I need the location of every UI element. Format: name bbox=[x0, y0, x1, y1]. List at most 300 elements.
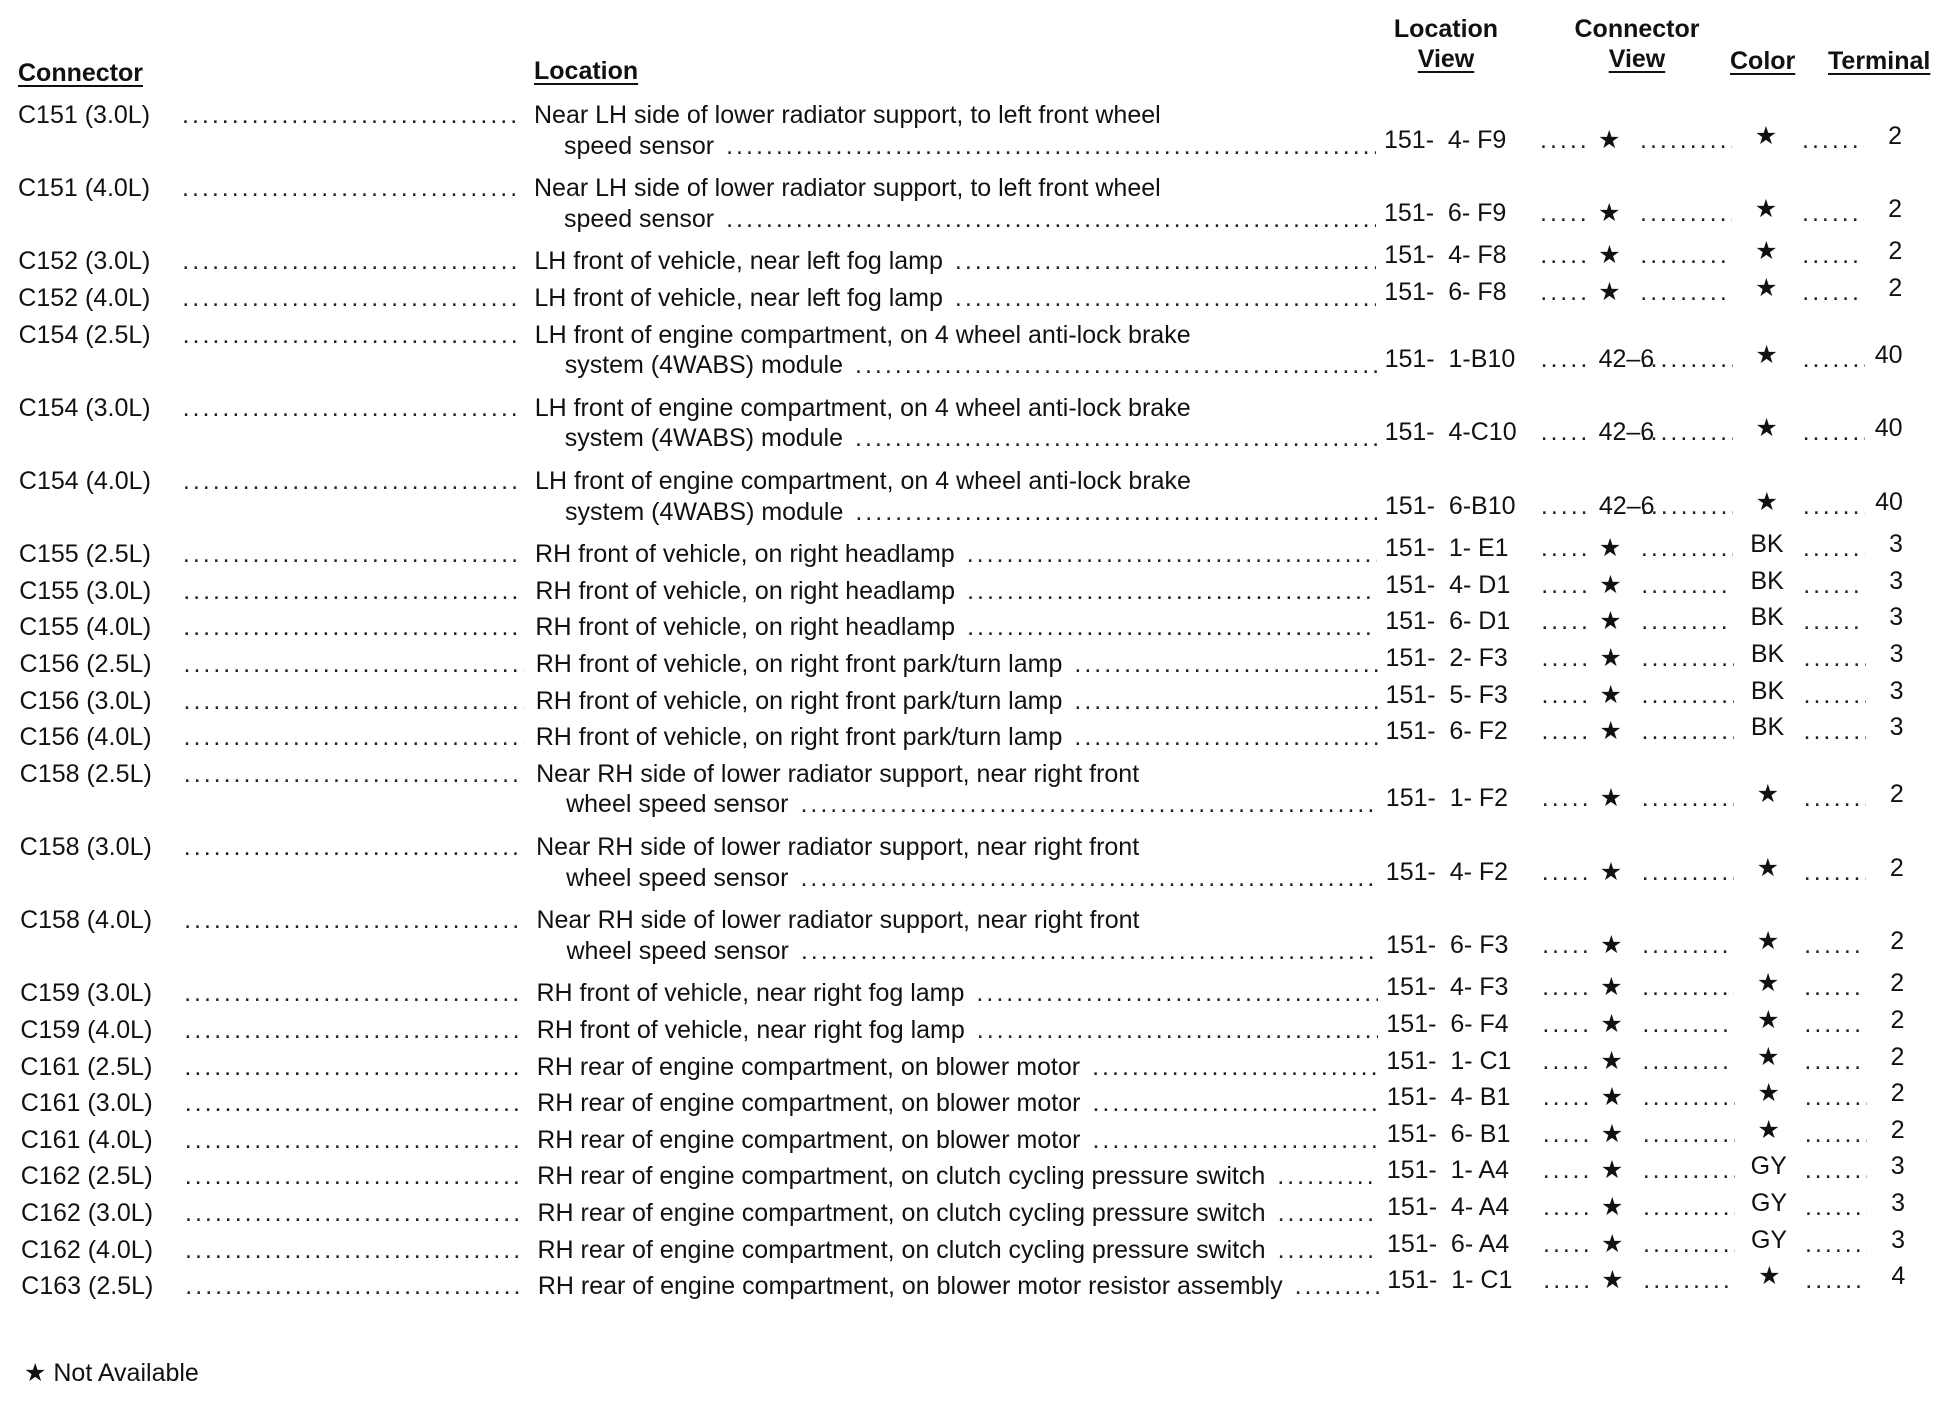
dot-leader bbox=[1542, 855, 1592, 889]
dot-leader bbox=[1642, 1007, 1734, 1041]
connector-view: ★ bbox=[1599, 784, 1623, 813]
wire-color: ★ bbox=[1756, 853, 1779, 882]
location-text: RH front of vehicle, near right fog lamp bbox=[536, 979, 965, 1008]
connector-view: ★ bbox=[1599, 570, 1622, 599]
location-text-continued: wheel speed sensor bbox=[566, 863, 789, 892]
dot-leader bbox=[183, 537, 523, 571]
wire-color: ★ bbox=[1755, 274, 1778, 302]
wire-color: GY bbox=[1750, 1225, 1788, 1254]
wire-color: BK bbox=[1750, 603, 1784, 632]
dot-leader bbox=[1804, 781, 1866, 815]
connector-id: C151 (4.0L) bbox=[18, 174, 151, 203]
location-text: RH rear of engine compartment, on blower motor bbox=[537, 1125, 1081, 1154]
dot-leader bbox=[1640, 275, 1732, 309]
location-view: 151- 4- F2 bbox=[1385, 857, 1509, 886]
dot-leader bbox=[1804, 1044, 1866, 1078]
connector-view: ★ bbox=[1600, 1010, 1623, 1038]
location-view: 151- 1- A4 bbox=[1386, 1156, 1509, 1185]
location-view: 151- 1- C1 bbox=[1386, 1046, 1512, 1075]
location-text: Near RH side of lower radiator support, near right front bbox=[536, 906, 1140, 935]
dot-leader bbox=[976, 976, 1378, 1010]
location-text: Near LH side of lower radiator support, to left front wheel bbox=[534, 101, 1161, 129]
connector-id: C159 (3.0L) bbox=[20, 979, 153, 1008]
dot-leader bbox=[801, 934, 1378, 968]
header-location-view bbox=[1384, 14, 1508, 74]
location-text: RH rear of engine compartment, on blower motor bbox=[536, 1052, 1081, 1081]
location-text: Near RH side of lower radiator support, near right front bbox=[536, 833, 1140, 861]
terminal-count: 2 bbox=[1890, 1006, 1905, 1034]
dot-leader bbox=[1643, 1080, 1735, 1114]
connector-view: ★ bbox=[1598, 241, 1621, 270]
location-view: 151- 4- F9 bbox=[1384, 125, 1507, 154]
connector-id: C156 (4.0L) bbox=[19, 723, 152, 752]
wire-color: ★ bbox=[1756, 926, 1780, 955]
terminal-count: 2 bbox=[1890, 926, 1905, 955]
dot-leader bbox=[1642, 781, 1734, 815]
dot-leader bbox=[955, 281, 1376, 315]
dot-leader bbox=[1092, 1086, 1378, 1120]
terminal-count: 40 bbox=[1874, 341, 1903, 370]
dot-leader bbox=[184, 903, 524, 937]
connector-id: C152 (4.0L) bbox=[18, 284, 151, 312]
location-view: 151- 6-B10 bbox=[1384, 491, 1516, 520]
location-text: RH rear of engine compartment, on clutch cycling pressure switch bbox=[537, 1199, 1266, 1227]
dot-leader bbox=[1804, 714, 1866, 748]
header-terminal bbox=[1828, 46, 1930, 76]
header-color-label: Color bbox=[1730, 47, 1796, 75]
terminal-count: 2 bbox=[1888, 274, 1903, 302]
dot-leader bbox=[185, 1123, 525, 1157]
dot-leader bbox=[1543, 1190, 1593, 1224]
table-row bbox=[0, 171, 1956, 244]
table-row bbox=[0, 1262, 1956, 1306]
location-view: 151- 5- F3 bbox=[1385, 680, 1508, 709]
location-view: 151- 1- C1 bbox=[1387, 1266, 1513, 1295]
header-connector bbox=[18, 58, 143, 88]
location-view: 151- 6- F4 bbox=[1386, 1010, 1509, 1038]
location-view: 151- 6- F3 bbox=[1386, 930, 1509, 959]
dot-leader bbox=[1092, 1123, 1378, 1157]
dot-leader bbox=[1641, 489, 1733, 523]
wire-color: ★ bbox=[1755, 487, 1779, 516]
header-color bbox=[1730, 46, 1795, 76]
terminal-count: 2 bbox=[1890, 1115, 1905, 1144]
dot-leader bbox=[1542, 970, 1592, 1004]
connector-view: ★ bbox=[1600, 1083, 1624, 1112]
location-text: LH front of engine compartment, on 4 wheel anti-lock brake bbox=[534, 320, 1191, 349]
terminal-count: 3 bbox=[1888, 530, 1903, 559]
dot-leader bbox=[183, 464, 523, 498]
table-row bbox=[0, 757, 1956, 830]
dot-leader bbox=[1804, 855, 1866, 889]
connector-view: ★ bbox=[1601, 1229, 1624, 1258]
location-text: RH front of vehicle, on right front park/turn lamp bbox=[535, 686, 1063, 715]
dot-leader bbox=[1643, 1117, 1735, 1151]
header-location-label: Location bbox=[534, 57, 639, 85]
dot-leader bbox=[1642, 678, 1734, 712]
table-row bbox=[0, 713, 1956, 757]
dot-leader bbox=[1640, 123, 1732, 157]
dot-leader bbox=[185, 1269, 525, 1303]
location-text: Near LH side of lower radiator support, to left front wheel bbox=[534, 174, 1161, 203]
dot-leader bbox=[184, 1050, 524, 1084]
terminal-count: 2 bbox=[1890, 969, 1905, 998]
dot-leader bbox=[1805, 1263, 1867, 1297]
dot-leader bbox=[1640, 238, 1732, 272]
connector-view: ★ bbox=[1598, 198, 1621, 227]
location-text: RH rear of engine compartment, on clutch cycling pressure switch bbox=[537, 1162, 1266, 1191]
connector-id: C152 (3.0L) bbox=[18, 247, 151, 276]
dot-leader bbox=[1542, 641, 1592, 675]
dot-leader bbox=[1540, 238, 1590, 272]
dot-leader bbox=[1804, 928, 1866, 962]
dot-leader bbox=[1642, 855, 1734, 889]
dot-leader bbox=[855, 495, 1377, 529]
dot-leader bbox=[184, 647, 524, 681]
connector-id: C161 (3.0L) bbox=[20, 1089, 153, 1118]
dot-leader bbox=[184, 1013, 524, 1047]
dot-leader bbox=[1805, 1117, 1867, 1151]
dot-leader bbox=[1804, 970, 1866, 1004]
dot-leader bbox=[1543, 1263, 1593, 1297]
wire-color: ★ bbox=[1754, 121, 1778, 150]
location-view: 151- 1- E1 bbox=[1384, 534, 1509, 563]
dot-leader bbox=[1642, 1044, 1734, 1078]
table-row bbox=[0, 318, 1956, 391]
connector-view: ★ bbox=[1599, 717, 1622, 746]
wire-color: ★ bbox=[1757, 1006, 1780, 1034]
dot-leader bbox=[800, 861, 1377, 895]
dot-leader bbox=[1543, 1117, 1593, 1151]
connector-view: ★ bbox=[1601, 1193, 1624, 1221]
wire-color: GY bbox=[1750, 1189, 1788, 1217]
terminal-count: 2 bbox=[1888, 194, 1902, 223]
dot-leader bbox=[1074, 684, 1377, 718]
header-location-view-line2: View bbox=[1417, 45, 1475, 73]
connector-view: ★ bbox=[1600, 1046, 1623, 1075]
dot-leader bbox=[1804, 1007, 1866, 1041]
dot-leader bbox=[967, 574, 1377, 608]
connector-id: C156 (2.5L) bbox=[19, 650, 152, 678]
dot-leader bbox=[1277, 1159, 1378, 1193]
dot-leader bbox=[184, 976, 524, 1010]
location-view: 151- 1- F2 bbox=[1385, 784, 1509, 813]
terminal-count: 40 bbox=[1875, 487, 1903, 516]
location-view: 151- 6- F9 bbox=[1384, 198, 1507, 227]
dot-leader bbox=[1278, 1196, 1379, 1230]
wire-color: ★ bbox=[1758, 1262, 1781, 1291]
dot-leader bbox=[1295, 1269, 1380, 1303]
dot-leader bbox=[1802, 238, 1864, 272]
dot-leader bbox=[184, 830, 524, 864]
dot-leader bbox=[726, 202, 1376, 236]
location-view: 151- 1-B10 bbox=[1384, 345, 1516, 374]
connector-id: C154 (2.5L) bbox=[18, 320, 151, 349]
dot-leader bbox=[185, 1159, 525, 1193]
connector-view: ★ bbox=[1599, 607, 1622, 636]
dot-leader bbox=[855, 348, 1377, 382]
dot-leader bbox=[967, 537, 1377, 571]
terminal-count: 2 bbox=[1888, 237, 1903, 266]
dot-leader bbox=[1543, 1227, 1593, 1261]
location-text: RH front of vehicle, on right front park/turn lamp bbox=[535, 650, 1063, 678]
dot-leader bbox=[1540, 275, 1590, 309]
location-view: 151- 6- F8 bbox=[1384, 278, 1507, 306]
wire-color: BK bbox=[1750, 713, 1785, 742]
terminal-count: 3 bbox=[1889, 676, 1904, 705]
connector-view: ★ bbox=[1598, 534, 1622, 563]
connector-id: C162 (2.5L) bbox=[20, 1162, 153, 1191]
dot-leader bbox=[1543, 1080, 1593, 1114]
connector-id: C162 (3.0L) bbox=[21, 1199, 154, 1227]
dot-leader bbox=[1803, 568, 1865, 602]
connector-id: C158 (4.0L) bbox=[20, 906, 153, 935]
dot-leader bbox=[1803, 342, 1865, 376]
connector-view: ★ bbox=[1600, 1156, 1624, 1185]
table-row bbox=[0, 464, 1956, 537]
connector-id: C154 (4.0L) bbox=[18, 467, 151, 495]
wire-color: GY bbox=[1750, 1152, 1787, 1181]
terminal-count: 3 bbox=[1891, 1189, 1905, 1217]
wire-color: ★ bbox=[1755, 341, 1778, 370]
dot-leader bbox=[1541, 531, 1591, 565]
dot-leader bbox=[1805, 1153, 1867, 1187]
connector-id: C163 (2.5L) bbox=[21, 1272, 154, 1301]
connector-view: ★ bbox=[1598, 125, 1621, 154]
dot-leader bbox=[967, 610, 1377, 644]
dot-leader bbox=[977, 1013, 1379, 1047]
dot-leader bbox=[1803, 489, 1865, 523]
location-view: 151- 4- B1 bbox=[1386, 1083, 1511, 1112]
wire-color: BK bbox=[1750, 676, 1785, 705]
location-view: 151- 6- B1 bbox=[1386, 1119, 1511, 1148]
wire-color: ★ bbox=[1755, 414, 1778, 443]
connector-view: ★ bbox=[1600, 930, 1623, 959]
connector-id: C159 (4.0L) bbox=[20, 1016, 153, 1044]
connector-view: ★ bbox=[1600, 973, 1623, 1002]
wire-color: ★ bbox=[1755, 237, 1778, 266]
connector-id: C155 (4.0L) bbox=[19, 613, 152, 642]
table-row bbox=[0, 98, 1956, 171]
dot-leader bbox=[1805, 1190, 1867, 1224]
dot-leader bbox=[182, 171, 522, 205]
connector-id: C161 (2.5L) bbox=[20, 1052, 153, 1081]
location-text-continued: system (4WABS) module bbox=[564, 351, 843, 380]
connector-view: ★ bbox=[1599, 680, 1622, 709]
wire-color: BK bbox=[1750, 640, 1785, 668]
location-text-continued: speed sensor bbox=[564, 204, 715, 233]
header-location bbox=[534, 56, 638, 86]
location-view: 151- 6- A4 bbox=[1387, 1229, 1510, 1258]
location-view: 151- 4- F3 bbox=[1386, 973, 1509, 1002]
terminal-count: 3 bbox=[1889, 603, 1904, 632]
dot-leader bbox=[1803, 415, 1865, 449]
connector-id: C156 (3.0L) bbox=[19, 686, 152, 715]
connector-id: C158 (3.0L) bbox=[19, 833, 152, 861]
connector-id: C155 (3.0L) bbox=[19, 576, 152, 605]
connector-id: C162 (4.0L) bbox=[21, 1235, 154, 1264]
location-text: RH rear of engine compartment, on blower motor resistor assembly bbox=[537, 1272, 1283, 1301]
dot-leader bbox=[183, 574, 523, 608]
dot-leader bbox=[726, 129, 1376, 163]
terminal-count: 2 bbox=[1889, 780, 1904, 809]
dot-leader bbox=[1074, 720, 1377, 754]
location-view: 151- 4-C10 bbox=[1384, 418, 1517, 447]
dot-leader bbox=[1542, 781, 1592, 815]
connector-view: 42–6 bbox=[1598, 345, 1655, 374]
connector-id: C151 (3.0L) bbox=[18, 101, 151, 129]
location-text: RH front of vehicle, on right headlamp bbox=[535, 613, 956, 642]
dot-leader bbox=[1542, 714, 1592, 748]
terminal-count: 3 bbox=[1889, 640, 1904, 668]
dot-leader bbox=[1641, 531, 1733, 565]
dot-leader bbox=[1803, 531, 1865, 565]
header-connector-view-line2: View bbox=[1608, 45, 1666, 73]
dot-leader bbox=[1278, 1233, 1379, 1267]
dot-leader bbox=[1641, 415, 1733, 449]
wire-color: ★ bbox=[1757, 1115, 1780, 1144]
dot-leader bbox=[1541, 604, 1591, 638]
header-connector-view bbox=[1566, 14, 1708, 74]
dot-leader bbox=[1540, 123, 1590, 157]
dot-leader bbox=[1640, 196, 1732, 230]
dot-leader bbox=[1542, 1007, 1592, 1041]
table-row bbox=[0, 903, 1956, 976]
terminal-count: 3 bbox=[1889, 713, 1904, 742]
table-row bbox=[0, 391, 1956, 464]
dot-leader bbox=[955, 244, 1376, 278]
dot-leader bbox=[1540, 196, 1590, 230]
terminal-count: 2 bbox=[1888, 121, 1902, 150]
terminal-count: 2 bbox=[1890, 1079, 1905, 1108]
connector-id: C161 (4.0L) bbox=[20, 1125, 153, 1154]
dot-leader bbox=[1074, 647, 1377, 681]
connector-view: ★ bbox=[1600, 1119, 1624, 1148]
terminal-count: 40 bbox=[1874, 414, 1903, 443]
dot-leader bbox=[1643, 1190, 1735, 1224]
header-connector-view-line1: Connector bbox=[1574, 15, 1700, 43]
location-view: 151- 4- F8 bbox=[1384, 241, 1507, 270]
connector-view: ★ bbox=[1598, 278, 1621, 306]
connector-view: ★ bbox=[1601, 1266, 1624, 1295]
header-terminal-label: Terminal bbox=[1828, 47, 1931, 75]
location-text: RH rear of engine compartment, on blower motor bbox=[537, 1089, 1081, 1118]
dot-leader bbox=[1641, 568, 1733, 602]
dot-leader bbox=[800, 787, 1377, 821]
dot-leader bbox=[1804, 678, 1866, 712]
header-location-view-line1: Location bbox=[1393, 15, 1499, 43]
location-view: 151- 6- F2 bbox=[1385, 717, 1508, 746]
dot-leader bbox=[184, 720, 524, 754]
connector-view: ★ bbox=[1599, 857, 1623, 886]
location-text-continued: system (4WABS) module bbox=[564, 424, 843, 453]
wire-color: ★ bbox=[1754, 194, 1778, 223]
dot-leader bbox=[183, 318, 523, 352]
table-row bbox=[0, 830, 1956, 903]
wire-color: BK bbox=[1750, 566, 1784, 595]
connector-id: C155 (2.5L) bbox=[18, 540, 151, 569]
location-view: 151- 2- F3 bbox=[1385, 644, 1508, 672]
location-text-continued: wheel speed sensor bbox=[566, 936, 789, 965]
header-connector-label: Connector bbox=[18, 59, 143, 87]
dot-leader bbox=[182, 244, 522, 278]
dot-leader bbox=[184, 757, 524, 791]
dot-leader bbox=[1803, 604, 1865, 638]
dot-leader bbox=[1804, 641, 1866, 675]
terminal-count: 3 bbox=[1889, 566, 1904, 595]
terminal-count: 2 bbox=[1890, 1042, 1905, 1071]
location-view: 151- 4- D1 bbox=[1385, 570, 1511, 599]
connector-id: C154 (3.0L) bbox=[18, 393, 151, 422]
table-row bbox=[0, 274, 1956, 318]
dot-leader bbox=[1641, 604, 1733, 638]
location-text-continued: wheel speed sensor bbox=[566, 790, 789, 819]
terminal-count: 2 bbox=[1889, 853, 1904, 882]
wire-color: ★ bbox=[1757, 1042, 1780, 1071]
footnote-not-available: ★ Not Available bbox=[24, 1359, 199, 1387]
dot-leader bbox=[1802, 275, 1864, 309]
dot-leader bbox=[1802, 123, 1864, 157]
terminal-count: 4 bbox=[1891, 1262, 1906, 1291]
location-text: RH front of vehicle, on right headlamp bbox=[535, 540, 955, 569]
dot-leader bbox=[1541, 415, 1591, 449]
location-view: 151- 6- D1 bbox=[1385, 607, 1511, 636]
terminal-count: 3 bbox=[1891, 1225, 1905, 1254]
dot-leader bbox=[1642, 928, 1734, 962]
connector-view: ★ bbox=[1599, 644, 1622, 672]
dot-leader bbox=[1542, 1044, 1592, 1078]
location-text-continued: speed sensor bbox=[564, 131, 715, 160]
wire-color: ★ bbox=[1756, 780, 1779, 809]
dot-leader bbox=[185, 1233, 525, 1267]
dot-leader bbox=[184, 684, 524, 718]
wire-color: BK bbox=[1750, 530, 1784, 559]
dot-leader bbox=[855, 421, 1377, 455]
dot-leader bbox=[1643, 1153, 1735, 1187]
connector-view: 42–6 bbox=[1598, 491, 1655, 520]
location-text: LH front of engine compartment, on 4 wheel anti-lock brake bbox=[535, 467, 1191, 495]
dot-leader bbox=[182, 281, 522, 315]
location-text-continued: system (4WABS) module bbox=[565, 497, 844, 526]
location-text: RH front of vehicle, on right headlamp bbox=[535, 576, 956, 605]
dot-leader bbox=[1805, 1080, 1867, 1114]
location-text: RH front of vehicle, on right front park/turn lamp bbox=[535, 723, 1063, 752]
location-text: LH front of engine compartment, on 4 wheel anti-lock brake bbox=[534, 393, 1191, 422]
dot-leader bbox=[1641, 342, 1733, 376]
dot-leader bbox=[183, 391, 523, 425]
terminal-count: 3 bbox=[1890, 1152, 1905, 1181]
dot-leader bbox=[1542, 928, 1592, 962]
dot-leader bbox=[1542, 678, 1592, 712]
dot-leader bbox=[1642, 970, 1734, 1004]
wire-color: ★ bbox=[1756, 969, 1780, 998]
location-text: LH front of vehicle, near left fog lamp bbox=[534, 247, 943, 276]
location-text: Near RH side of lower radiator support, near right front bbox=[536, 759, 1140, 788]
dot-leader bbox=[182, 98, 522, 132]
location-text: RH front of vehicle, near right fog lamp bbox=[536, 1016, 965, 1044]
connector-id: C158 (2.5L) bbox=[19, 759, 152, 788]
dot-leader bbox=[1543, 1153, 1593, 1187]
connector-view: 42–6 bbox=[1598, 418, 1655, 447]
dot-leader bbox=[1642, 714, 1734, 748]
wire-color: ★ bbox=[1757, 1079, 1780, 1108]
location-view: 151- 4- A4 bbox=[1387, 1193, 1510, 1221]
dot-leader bbox=[1802, 196, 1864, 230]
dot-leader bbox=[1541, 568, 1591, 602]
location-text: RH rear of engine compartment, on clutch cycling pressure switch bbox=[537, 1235, 1266, 1264]
dot-leader bbox=[1642, 641, 1734, 675]
dot-leader bbox=[183, 610, 523, 644]
